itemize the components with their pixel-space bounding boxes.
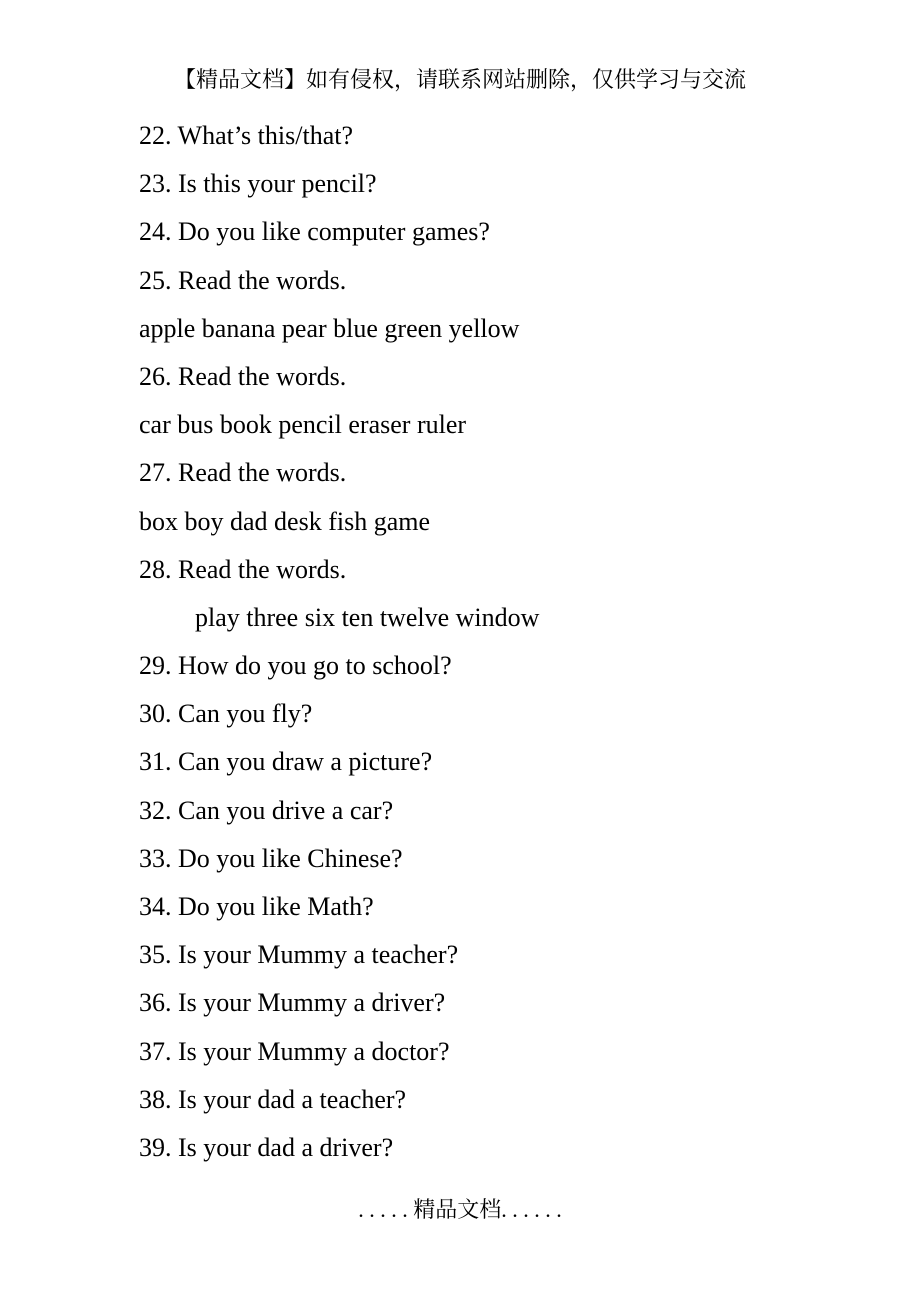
question-28: 28. Read the words. xyxy=(139,554,347,584)
question-22: 22. What’s this/that? xyxy=(139,121,353,150)
question-27: 27. Read the words. xyxy=(139,458,347,488)
question-26: 26. Read the words. xyxy=(139,361,347,391)
question-25: 25. Read the words. xyxy=(139,265,347,295)
page-footer: . . . . . 精品文档. . . . . . xyxy=(358,1197,562,1222)
question-39: 39. Is your dad a driver? xyxy=(139,1132,394,1162)
question-31: 31. Can you draw a picture? xyxy=(139,747,433,777)
question-24: 24. Do you like computer games? xyxy=(139,217,490,247)
question-35: 35. Is your Mummy a teacher? xyxy=(139,940,459,970)
word-list-28: play three six ten twelve window xyxy=(195,602,540,632)
question-36: 36. Is your Mummy a driver? xyxy=(139,988,446,1018)
word-list-26: car bus book pencil eraser ruler xyxy=(139,410,467,440)
question-23: 23. Is this your pencil? xyxy=(139,169,377,199)
question-30: 30. Can you fly? xyxy=(139,699,313,729)
page-header: 【精品文档】如有侵权，请联系网站删除，仅供学习与交流 xyxy=(173,67,746,92)
word-list-27: box boy dad desk fish game xyxy=(139,506,431,536)
question-37: 37. Is your Mummy a doctor? xyxy=(139,1036,450,1066)
question-29: 29. How do you go to school? xyxy=(139,651,452,681)
question-33: 33. Do you like Chinese? xyxy=(139,843,403,873)
question-32: 32. Can you drive a car? xyxy=(139,795,394,825)
question-34: 34. Do you like Math? xyxy=(139,892,374,921)
document-body xyxy=(139,112,859,1172)
word-list-25: apple banana pear blue green yellow xyxy=(139,313,520,343)
question-38: 38. Is your dad a teacher? xyxy=(139,1084,407,1114)
